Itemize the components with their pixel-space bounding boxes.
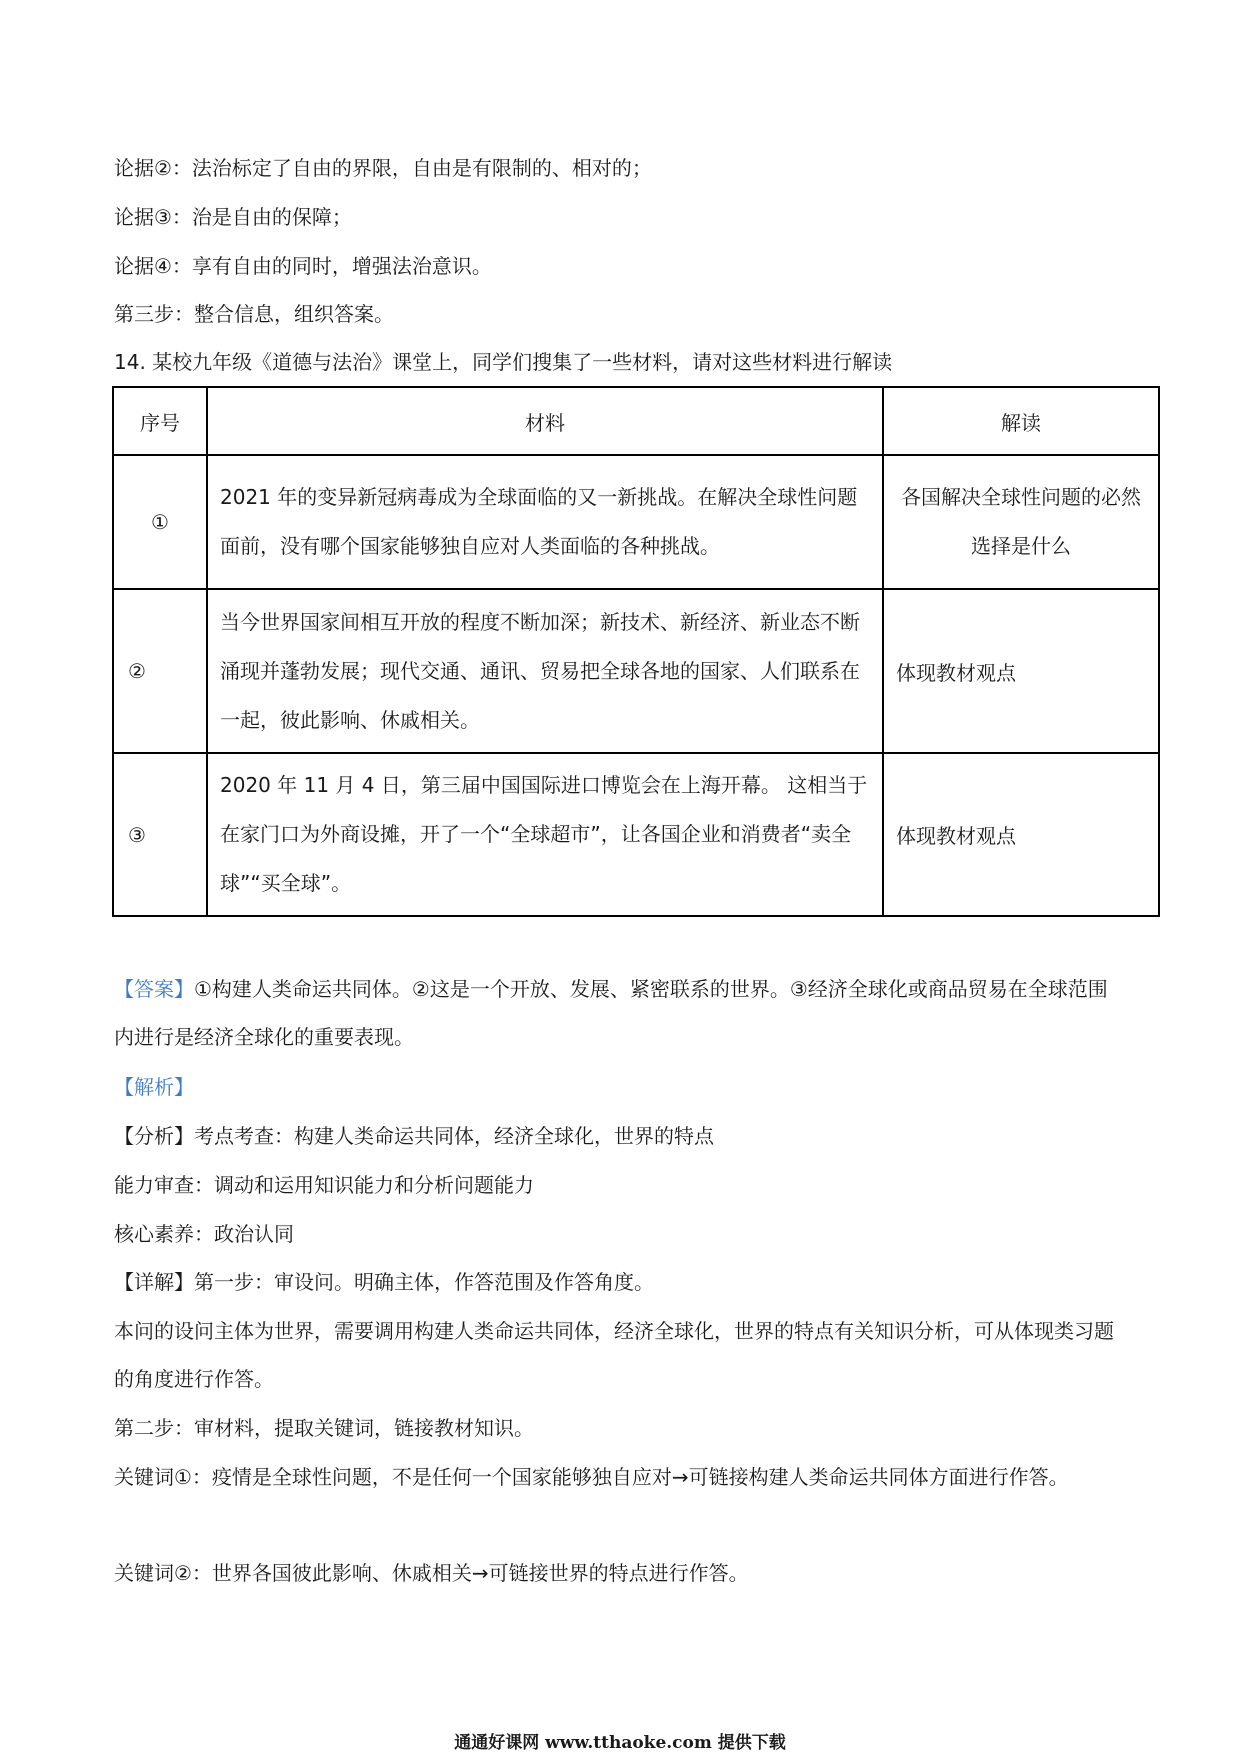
- table-row: [113, 589, 1159, 753]
- analysis-fenxi: 【分析】考点考查：构建人类命运共同体，经济全球化，世界的特点: [114, 1124, 714, 1148]
- table-header-row: [113, 387, 1159, 455]
- row-number: ③: [113, 753, 207, 916]
- analysis-detail: 【详解】第一步：审设问。明确主体，作答范围及作答角度。: [114, 1270, 654, 1294]
- analysis-key2: 关键词②：世界各国彼此影响、休戚相关→可链接世界的特点进行作答。: [114, 1561, 749, 1585]
- row-interpretation: 体现教材观点: [883, 753, 1159, 916]
- row-interpretation: 体现教材观点: [883, 589, 1159, 753]
- top-line-2: 论据③：治是自由的保障；: [114, 205, 352, 229]
- row-material: 当今世界国家间相互开放的程度不断加深；新技术、新经济、新业态不断涌现并蓬勃发展；现代交通、通讯、贸易把全球各地的国家、人们联系在一起，彼此影响、休戚相关。: [207, 589, 883, 753]
- material-table: [112, 386, 1160, 917]
- answer-paragraph: [114, 965, 1126, 1061]
- table-row: [113, 753, 1159, 916]
- page-footer: 通通好课网 www.tthaoke.com 提供下载: [454, 1733, 786, 1753]
- top-line-3: 论据④：享有自由的同时，增强法治意识。: [114, 254, 492, 278]
- question-14: 14. 某校九年级《道德与法治》课堂上，同学们搜集了一些材料，请对这些材料进行解读: [114, 350, 893, 374]
- row-material: 2021 年的变异新冠病毒成为全球面临的又一新挑战。在解决全球性问题面前，没有哪个国家能够独自应对人类面临的各种挑战。: [207, 455, 883, 589]
- analysis-key1: 关键词①：疫情是全球性问题，不是任何一个国家能够独自应对→可链接构建人类命运共同体方面进行作答。: [114, 1465, 1069, 1489]
- analysis-label: 【解析】: [114, 1075, 194, 1099]
- analysis-ability: 能力审查：调动和运用知识能力和分析问题能力: [114, 1173, 534, 1197]
- row-number: ①: [113, 455, 207, 589]
- top-line-4: 第三步：整合信息，组织答案。: [114, 302, 394, 326]
- analysis-subject: 本问的设问主体为世界，需要调用构建人类命运共同体，经济全球化，世界的特点有关知识分析，可从体现类习题的角度进行作答。: [114, 1319, 1114, 1391]
- answer-text: ①构建人类命运共同体。②这是一个开放、发展、紧密联系的世界。③经济全球化或商品贸易在全球范围内进行是经济全球化的重要表现。: [114, 977, 1108, 1049]
- table-row: [113, 455, 1159, 589]
- header-material: 材料: [207, 387, 883, 455]
- header-number: 序号: [113, 387, 207, 455]
- answer-label: 【答案】: [114, 977, 194, 1001]
- row-number: ②: [113, 589, 207, 753]
- analysis-core: 核心素养：政治认同: [114, 1222, 294, 1246]
- row-material: 2020 年 11 月 4 日，第三届中国国际进口博览会在上海开幕。 这相当于在家门口为外商设摊，开了一个“全球超市”，让各国企业和消费者“卖全球”“买全球”。: [207, 753, 883, 916]
- header-interpretation: 解读: [883, 387, 1159, 455]
- top-line-1: 论据②：法治标定了自由的界限，自由是有限制的、相对的；: [114, 156, 652, 180]
- row-interpretation: 各国解决全球性问题的必然选择是什么: [883, 455, 1159, 589]
- analysis-step2: 第二步：审材料，提取关键词，链接教材知识。: [114, 1416, 534, 1440]
